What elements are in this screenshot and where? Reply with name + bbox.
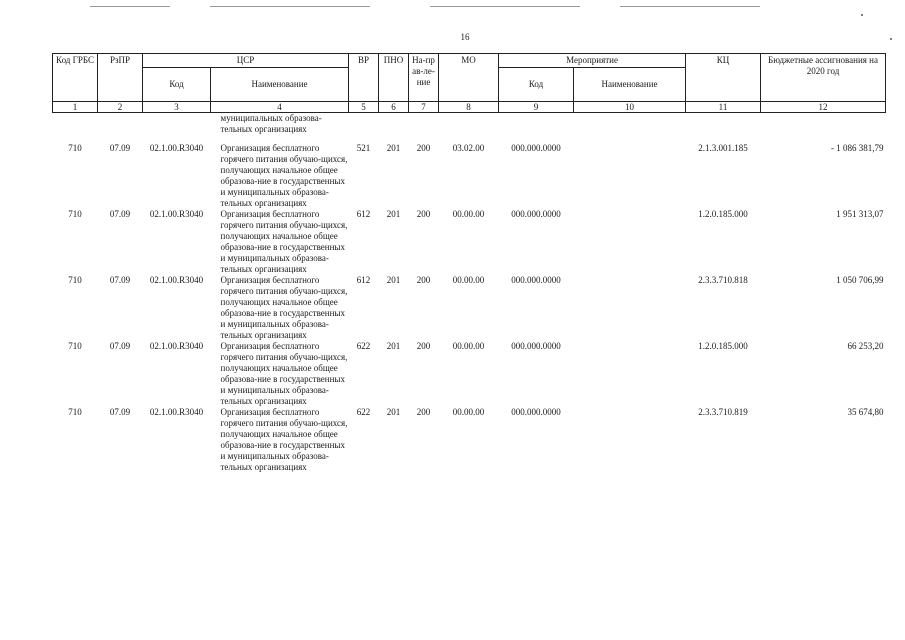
header-pno: ПНО bbox=[379, 54, 409, 102]
cell-event-code: 000.000.0000 bbox=[511, 406, 561, 417]
cell-rzpr: 07.09 bbox=[109, 142, 131, 153]
cell-rzpr: 07.09 bbox=[109, 406, 131, 417]
scan-artifact-dot bbox=[890, 38, 892, 40]
cell-vr: 622 bbox=[356, 406, 371, 417]
cell-budget: - 1 086 381,79 bbox=[831, 142, 884, 153]
column-number: 10 bbox=[574, 102, 686, 113]
page-number: 16 bbox=[460, 32, 470, 42]
table-row bbox=[53, 341, 886, 407]
cell-kc: 2.3.3.710.818 bbox=[698, 274, 748, 285]
scan-artifact-line bbox=[90, 6, 170, 7]
column-number: 8 bbox=[439, 102, 499, 113]
header-csr-code: Код bbox=[143, 68, 211, 102]
header-csr: ЦСР bbox=[143, 54, 349, 68]
cell-vr: 612 bbox=[356, 274, 371, 285]
column-number: 4 bbox=[211, 102, 349, 113]
cell-rzpr: 07.09 bbox=[109, 340, 131, 351]
column-number: 7 bbox=[409, 102, 439, 113]
cell-mo: 00.00.00 bbox=[452, 406, 485, 417]
cell-csr-name: Организация бесплатного горячего питания обучаю-щихся, получающих начальное общее образова-ние в государственных и муниципальных образова-тельных организациях bbox=[220, 208, 348, 274]
header-budget: Бюджетные ассигнования на 2020 год bbox=[761, 54, 886, 102]
budget-table bbox=[52, 53, 886, 473]
column-number: 1 bbox=[53, 102, 98, 113]
header-row-top bbox=[53, 54, 886, 68]
scan-artifact-line bbox=[210, 6, 370, 7]
cell-kc: 2.3.3.710.819 bbox=[698, 406, 748, 417]
cell-budget: 35 674,80 bbox=[847, 406, 884, 417]
column-number: 12 bbox=[761, 102, 886, 113]
column-number: 5 bbox=[349, 102, 379, 113]
cell-direction: 200 bbox=[416, 142, 431, 153]
column-number-row bbox=[53, 102, 886, 113]
scan-artifact-line bbox=[430, 6, 580, 7]
cell-event-code: 000.000.0000 bbox=[511, 208, 561, 219]
cell-grbs: 710 bbox=[68, 406, 82, 417]
cell-kc: 1.2.0.185.000 bbox=[698, 208, 748, 219]
cell-event-name bbox=[574, 407, 686, 473]
header-event-code: Код bbox=[499, 68, 574, 102]
cell-event-code: 000.000.0000 bbox=[511, 340, 561, 351]
cell-budget: 66 253,20 bbox=[847, 340, 884, 351]
table-row bbox=[53, 275, 886, 341]
header-event-name: Наименование bbox=[574, 68, 686, 102]
cell-csr-name: Организация бесплатного горячего питания обучаю-щихся, получающих начальное общее образова-ние в государственных и муниципальных образова-тельных организациях bbox=[220, 274, 348, 340]
table-row bbox=[53, 143, 886, 209]
cell-pno: 201 bbox=[386, 142, 401, 153]
column-number: 2 bbox=[98, 102, 143, 113]
cell-pno: 201 bbox=[386, 274, 401, 285]
cell-vr: 612 bbox=[356, 208, 371, 219]
scan-artifact-line bbox=[620, 6, 760, 7]
header-direction: На-прав-ле-ние bbox=[409, 54, 439, 102]
cell-mo: 00.00.00 bbox=[452, 274, 485, 285]
cell-grbs: 710 bbox=[68, 208, 82, 219]
cell-rzpr: 07.09 bbox=[109, 274, 131, 285]
cell-direction: 200 bbox=[416, 208, 431, 219]
cell-event-code: 000.000.0000 bbox=[511, 142, 561, 153]
cell-kc: 2.1.3.001.185 bbox=[698, 142, 748, 153]
cell-pno: 201 bbox=[386, 406, 401, 417]
header-csr-name: Наименование bbox=[211, 68, 349, 102]
cell-vr: 521 bbox=[356, 142, 371, 153]
cell-event-name bbox=[574, 209, 686, 275]
cell-direction: 200 bbox=[416, 406, 431, 417]
cell-rzpr: 07.09 bbox=[109, 208, 131, 219]
cell-csr-name: Организация бесплатного горячего питания обучаю-щихся, получающих начальное общее образова-ние в государственных и муниципальных образова-тельных организациях bbox=[220, 340, 348, 406]
cell-direction: 200 bbox=[416, 340, 431, 351]
cell-csr-name: Организация бесплатного горячего питания обучаю-щихся, получающих начальное общее образова-ние в государственных и муниципальных образова-тельных организациях bbox=[220, 406, 348, 472]
table-body bbox=[53, 113, 886, 473]
continued-text: муниципальных образова- тельных организациях bbox=[220, 113, 322, 134]
table-row bbox=[53, 407, 886, 473]
header-vr: ВР bbox=[349, 54, 379, 102]
cell-csr-code: 02.1.00.R3040 bbox=[149, 340, 204, 351]
cell-mo: 00.00.00 bbox=[452, 208, 485, 219]
cell-direction: 200 bbox=[416, 274, 431, 285]
cell-budget: 1 951 313,07 bbox=[836, 208, 884, 219]
column-number: 3 bbox=[143, 102, 211, 113]
cell-csr-code: 02.1.00.R3040 bbox=[149, 274, 204, 285]
header-rzpr: РзПР bbox=[98, 54, 143, 102]
header-mo: МО bbox=[439, 54, 499, 102]
scan-artifact-dot bbox=[861, 14, 863, 16]
cell-pno: 201 bbox=[386, 208, 401, 219]
cell-csr-code: 02.1.00.R3040 bbox=[149, 142, 204, 153]
cell-vr: 622 bbox=[356, 340, 371, 351]
cell-event-name bbox=[574, 143, 686, 209]
cell-event-name bbox=[574, 275, 686, 341]
column-number: 11 bbox=[686, 102, 761, 113]
cell-csr-code: 02.1.00.R3040 bbox=[149, 208, 204, 219]
cell-csr-name: Организация бесплатного горячего питания обучаю-щихся, получающих начальное общее образова-ние в государственных и муниципальных образова-тельных организациях bbox=[220, 142, 348, 208]
cell-grbs: 710 bbox=[68, 274, 82, 285]
column-number: 6 bbox=[379, 102, 409, 113]
cell-budget: 1 050 706,99 bbox=[836, 274, 884, 285]
cell-csr-code: 02.1.00.R3040 bbox=[149, 406, 204, 417]
table-row bbox=[53, 209, 886, 275]
continued-row bbox=[53, 113, 886, 143]
cell-grbs: 710 bbox=[68, 340, 82, 351]
header-grbs: Код ГРБС bbox=[53, 54, 98, 102]
cell-event-name bbox=[574, 341, 686, 407]
cell-kc: 1.2.0.185.000 bbox=[698, 340, 748, 351]
cell-mo: 03.02.00 bbox=[452, 142, 485, 153]
cell-pno: 201 bbox=[386, 340, 401, 351]
header-kc: КЦ bbox=[686, 54, 761, 102]
cell-mo: 00.00.00 bbox=[452, 340, 485, 351]
header-event: Мероприятие bbox=[499, 54, 686, 68]
column-number: 9 bbox=[499, 102, 574, 113]
cell-event-code: 000.000.0000 bbox=[511, 274, 561, 285]
cell-grbs: 710 bbox=[68, 142, 82, 153]
